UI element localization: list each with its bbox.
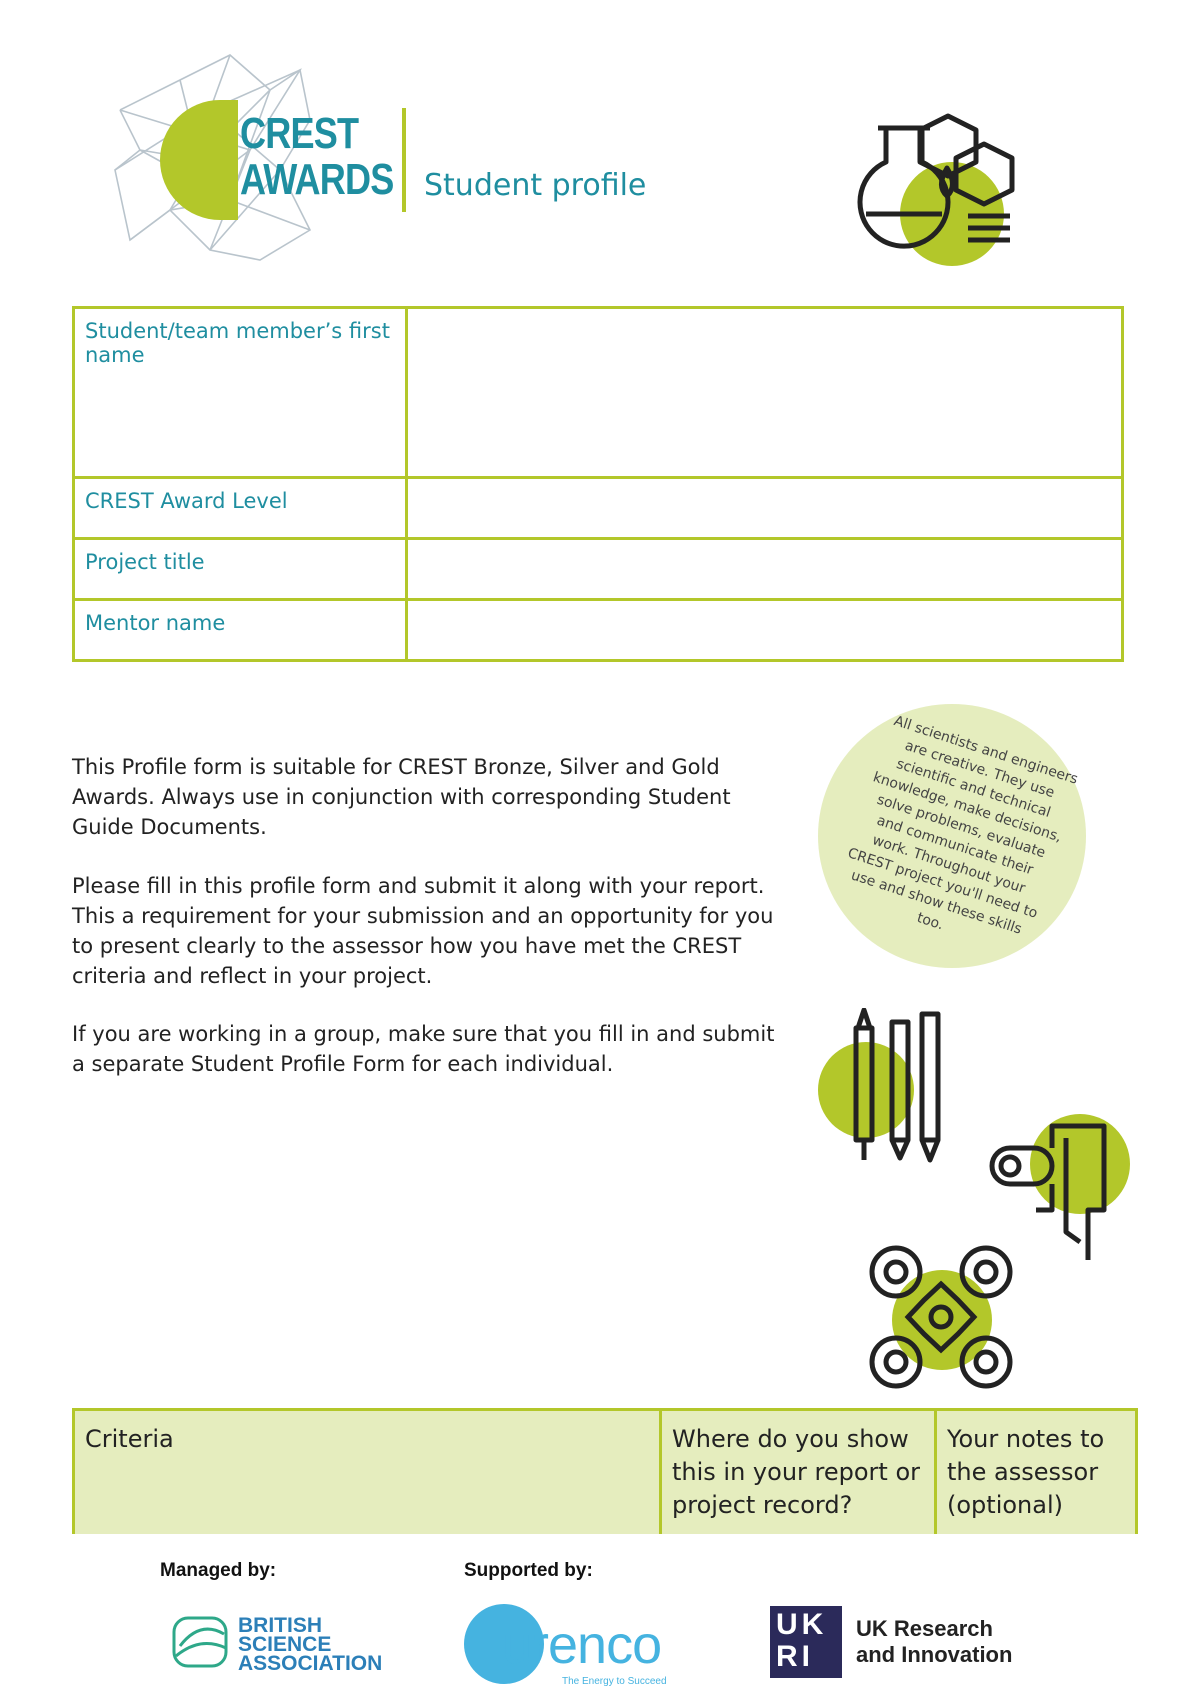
award-level-field[interactable]	[407, 478, 1123, 539]
report-location-header: Where do you show this in your report or project record?	[661, 1410, 936, 1535]
award-level-label: CREST Award Level	[74, 478, 407, 539]
bsa-line2: SCIENCE	[238, 1633, 332, 1656]
urenco-tagline: The Energy to Succeed	[562, 1676, 667, 1687]
criteria-header: Criteria	[74, 1410, 661, 1535]
bsa-mark-icon	[170, 1612, 232, 1672]
managed-by-label: Managed by:	[160, 1560, 277, 1581]
chemistry-flask-icon	[850, 106, 1020, 266]
student-info-table	[72, 306, 1124, 662]
urenco-logo	[462, 1600, 672, 1690]
bsa-logo	[170, 1612, 383, 1675]
project-title-field[interactable]	[407, 539, 1123, 600]
intro-paragraph-3: If you are working in a group, make sure that you fill in and submit a separate Student Profile Form for each individual.	[72, 1022, 775, 1076]
project-title-label: Project title	[74, 539, 407, 600]
ukri-mark-top: UK	[776, 1608, 828, 1641]
logo-awards-text: AWARDS	[240, 155, 394, 204]
table-row	[74, 308, 1123, 478]
bsa-line3: ASSOCIATION	[238, 1652, 383, 1675]
skills-circle-text: All scientists and engineers are creative. They use scientific and technical knowledge, make decisions, solve problems, evaluate and communicate their work. Throughout your CREST project you'll need to use and show these skills too.	[845, 713, 1080, 938]
header-divider	[402, 108, 406, 212]
bsa-line1: BRITISH	[238, 1614, 322, 1637]
urenco-wordmark: urenco	[502, 1615, 662, 1675]
logo-crest-text: CREST	[240, 109, 359, 158]
pens-icon	[818, 1008, 948, 1168]
ukri-mark-bottom: RI	[776, 1640, 814, 1673]
table-row	[74, 539, 1123, 600]
table-row	[74, 600, 1123, 661]
drone-icon	[866, 1242, 1016, 1392]
mentor-name-field[interactable]	[407, 600, 1123, 661]
intro-paragraph-1: This Profile form is suitable for CREST Bronze, Silver and Gold Awards. Always use in conjunction with corresponding Student Guide Documents.	[72, 755, 731, 839]
page-title: Student profile	[424, 168, 647, 203]
ukri-logo	[770, 1606, 1040, 1682]
mentor-name-label: Mentor name	[74, 600, 407, 661]
intro-paragraph-2: Please fill in this profile form and submit it along with your report. This a requirement for your submission and an opportunity for you to present clearly to the assessor how you have met the CREST criteria and reflect in your project.	[72, 874, 774, 988]
ukri-mark	[770, 1606, 842, 1678]
ukri-line1: UK Research	[856, 1616, 993, 1641]
first-name-label: Student/team member’s first name	[74, 308, 407, 478]
table-row	[74, 478, 1123, 539]
ukri-line2: and Innovation	[856, 1642, 1013, 1667]
criteria-table	[72, 1408, 1138, 1534]
table-header-row	[74, 1410, 1137, 1535]
supported-by-label: Supported by:	[464, 1560, 593, 1581]
assessor-notes-header: Your notes to the assessor (optional)	[936, 1410, 1137, 1535]
crest-awards-logo	[110, 50, 410, 265]
first-name-field[interactable]	[407, 308, 1123, 478]
